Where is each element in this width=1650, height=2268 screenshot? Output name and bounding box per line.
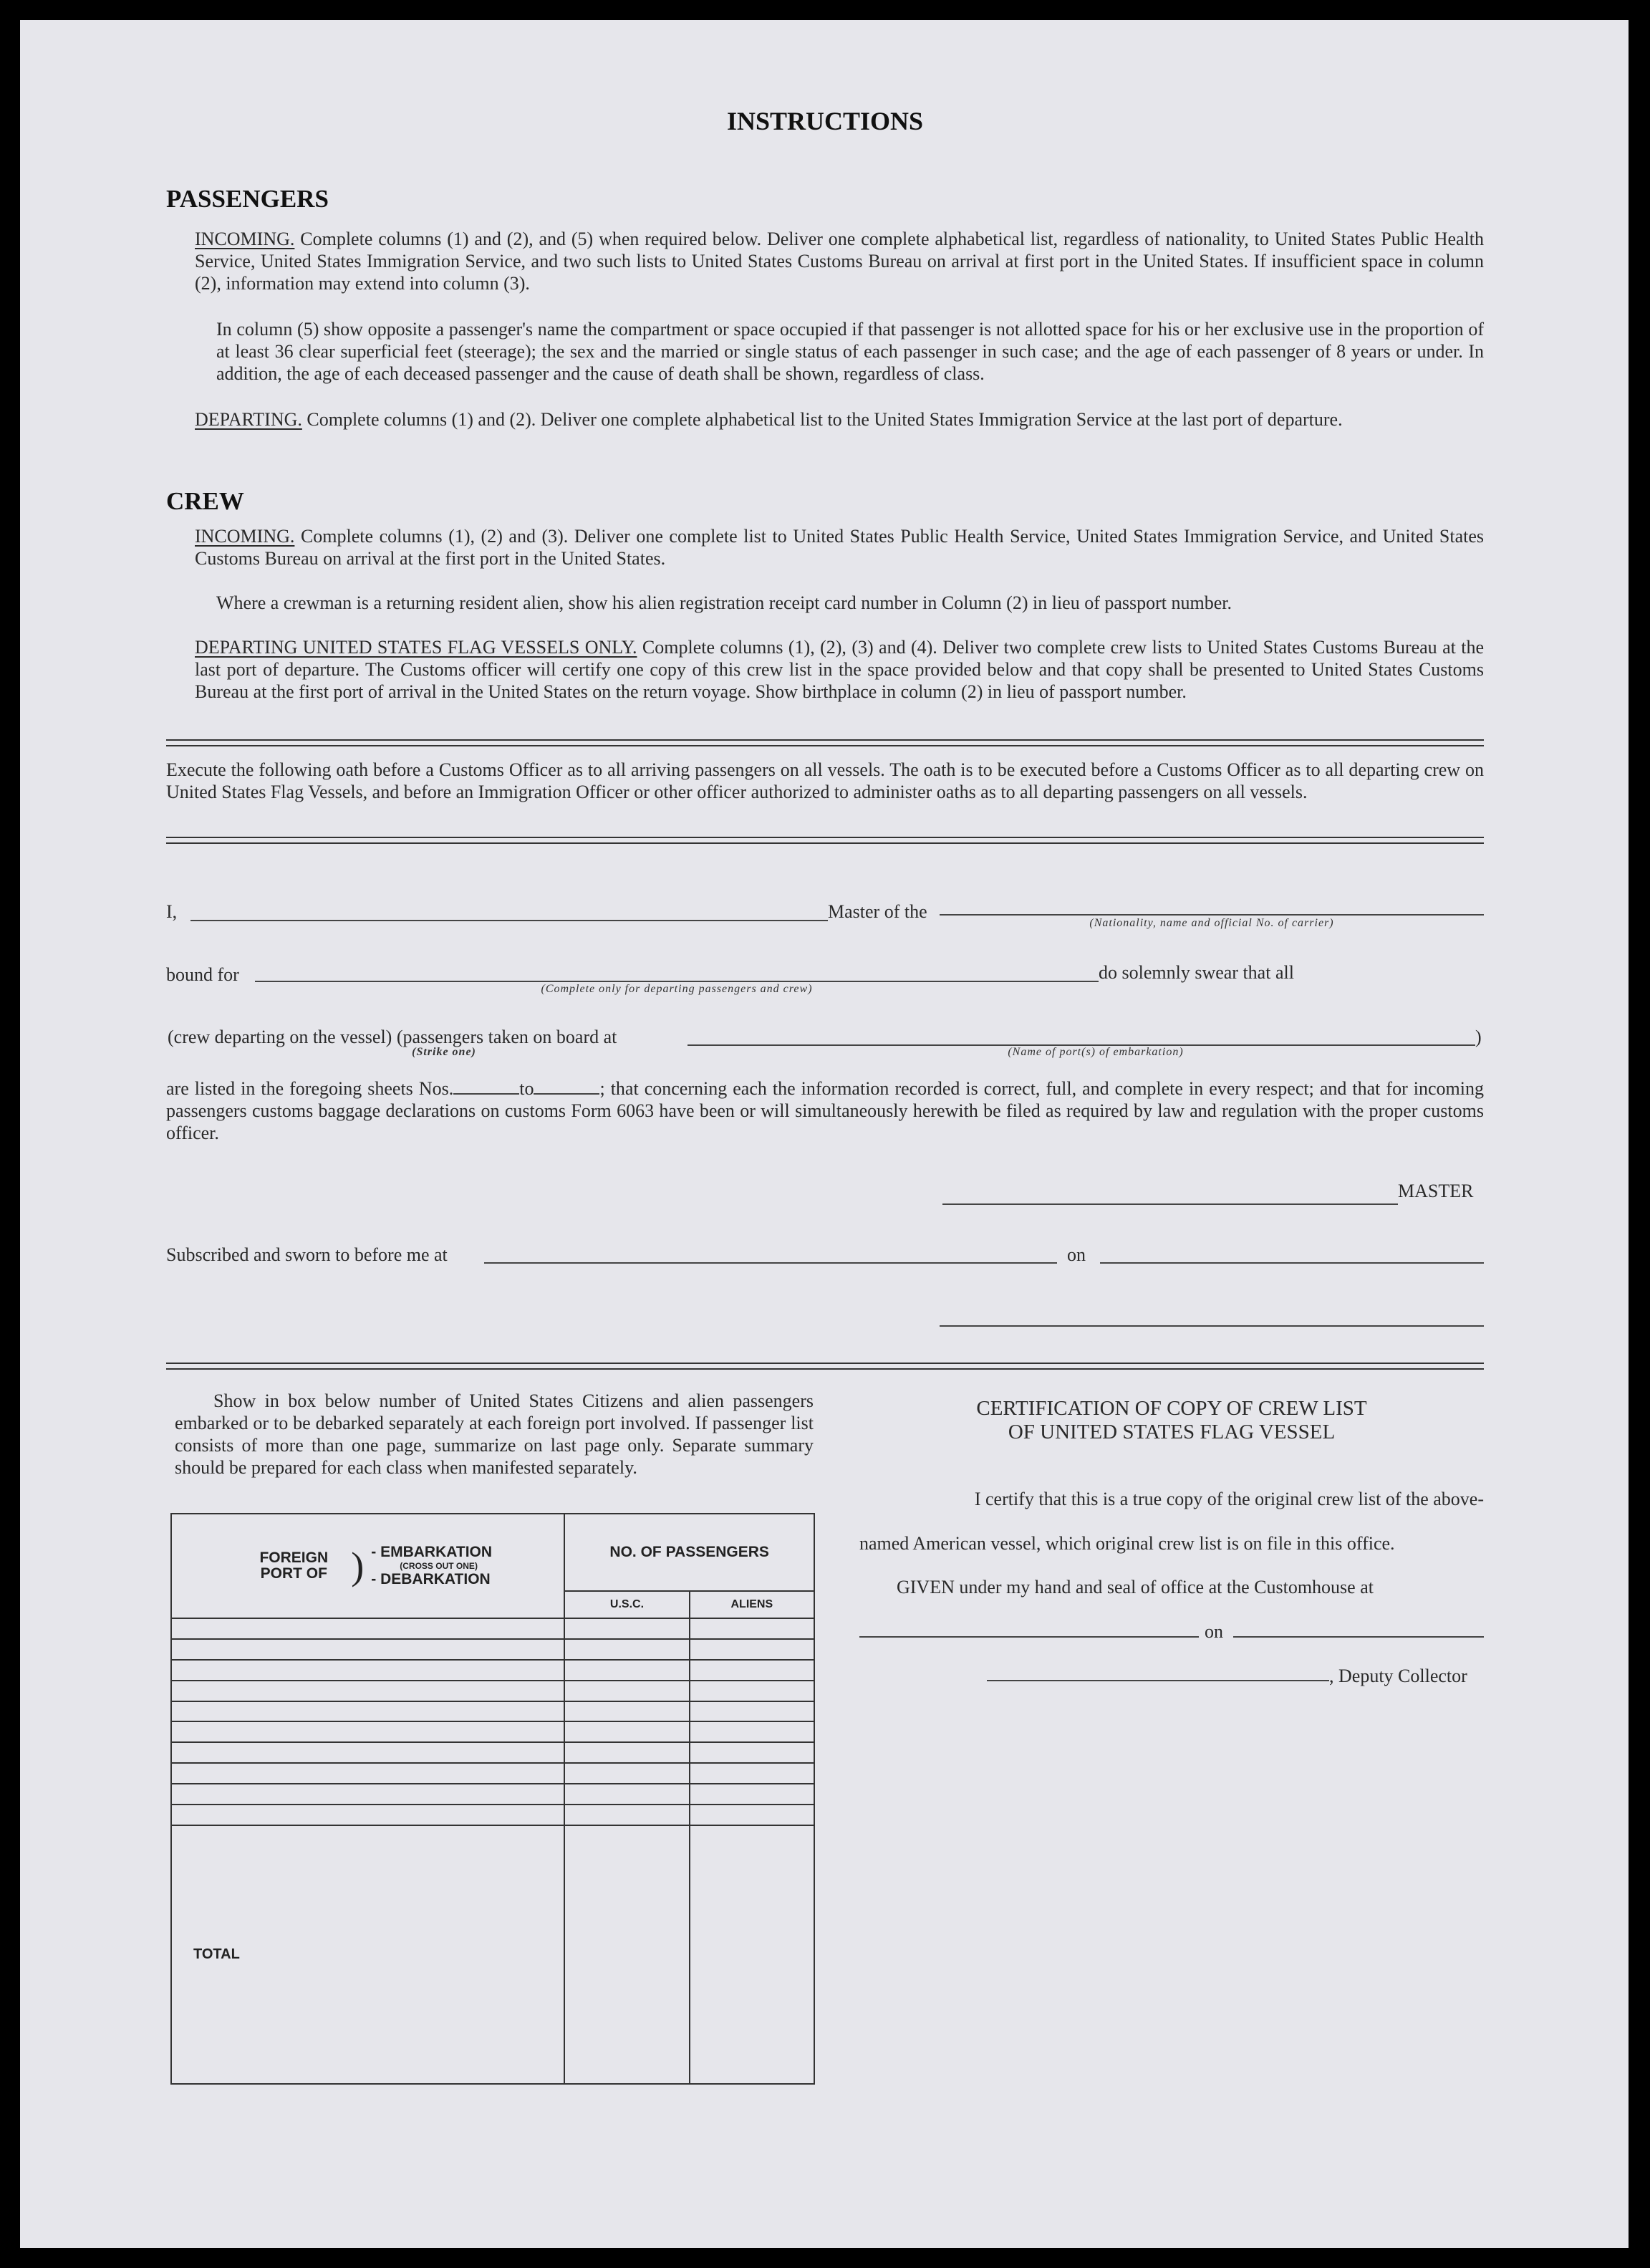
table-row[interactable] — [171, 1660, 814, 1681]
total-label: TOTAL — [171, 1825, 564, 2084]
close-paren: ) — [1475, 1027, 1482, 1047]
crew-departing-paragraph — [195, 636, 1484, 703]
sheets-label: are listed in the foregoing sheets Nos. — [166, 1078, 454, 1099]
sworn-on-label: on — [1067, 1244, 1086, 1265]
sheet-to-field[interactable] — [534, 1079, 599, 1095]
passengers-incoming-paragraph — [195, 228, 1484, 294]
listed-paragraph — [166, 1077, 1484, 1144]
carrier-field[interactable] — [940, 914, 1484, 916]
table-row[interactable] — [171, 1721, 814, 1742]
embarkation-label: - EMBARKATION — [371, 1544, 493, 1560]
passengers-departing-label: DEPARTING. — [195, 409, 302, 430]
divider-rule — [166, 739, 1484, 741]
deputy-signature-field[interactable] — [987, 1680, 1329, 1681]
master-signature-field[interactable] — [942, 1203, 1398, 1205]
subscribed-label: Subscribed and sworn to before me at — [166, 1244, 448, 1265]
certification-heading-1: CERTIFICATION OF COPY OF CREW LIST — [976, 1397, 1367, 1420]
sheets-to-label: to — [519, 1078, 534, 1099]
oath-instructions: Execute the following oath before a Customs Officer as to all arriving passengers on all vessels. The oath is to be executed before a Customs Officer as to all departing crew on United States Flag Vessels, and before an Immigration Officer or other officer authorized to administer oaths as to all departing passengers on all vessels. — [166, 759, 1484, 802]
certify-line-1: I certify that this is a true copy of the original crew list of the above- — [974, 1489, 1484, 1509]
crew-departing-label: DEPARTING UNITED STATES FLAG VESSELS ONLY. — [195, 637, 637, 658]
certification-heading — [859, 1397, 1484, 1444]
bound-for-label: bound for — [166, 964, 239, 985]
crew-incoming-label: INCOMING. — [195, 526, 295, 547]
passengers-departing-paragraph — [195, 408, 1484, 431]
sworn-place-field[interactable] — [484, 1262, 1057, 1264]
strike-one-caption: (Strike one) — [412, 1046, 476, 1058]
no-of-passengers-header: NO. OF PASSENGERS — [564, 1514, 814, 1591]
carrier-caption: (Nationality, name and official No. of carrier) — [1089, 917, 1334, 929]
certify-date-field[interactable] — [1233, 1636, 1484, 1638]
table-row[interactable] — [171, 1742, 814, 1763]
usc-header: U.S.C. — [564, 1591, 689, 1618]
passengers-departing-text: Complete columns (1) and (2). Deliver one complete alphabetical list to the United States Immigration Service at the last port of departure. — [307, 409, 1343, 430]
aliens-header: ALIENS — [690, 1591, 814, 1618]
page-title: INSTRUCTIONS — [726, 107, 924, 135]
certify-line-2: named American vessel, which original crew list is on file in this office. — [859, 1533, 1395, 1554]
table-row[interactable] — [171, 1805, 814, 1825]
deputy-collector-label: , Deputy Collector — [1329, 1666, 1467, 1686]
table-row[interactable] — [171, 1639, 814, 1660]
listed-text: ; that concerning each the information recorded is correct, full, and complete in every respect; and that for incoming passengers customs baggage declarations on customs Form 6063 have been or will simultaneously herewith be filed as required by law and regulation with the proper customs officer. — [166, 1078, 1484, 1143]
certify-on-label: on — [1205, 1621, 1223, 1642]
table-row[interactable] — [171, 1701, 814, 1722]
divider-rule — [166, 837, 1484, 838]
crew-resident-paragraph: Where a crewman is a returning resident alien, show his alien registration receipt card number in Column (2) in lieu of passport number. — [216, 592, 1232, 613]
divider-rule — [166, 745, 1484, 746]
divider-rule — [166, 1368, 1484, 1370]
cross-out-label: (CROSS OUT ONE) — [400, 1561, 478, 1571]
solemnly-swear-label: do solemnly swear that all — [1099, 962, 1294, 983]
master-of-the-label: Master of the — [828, 901, 927, 922]
strike-one-text: (crew departing on the vessel) (passengers taken on board at — [168, 1027, 617, 1047]
departing-caption: (Complete only for departing passengers and crew) — [541, 983, 813, 995]
sheet-from-field[interactable] — [453, 1079, 519, 1095]
passengers-incoming-label: INCOMING. — [195, 229, 295, 249]
table-row[interactable] — [171, 1763, 814, 1784]
sworn-date-field[interactable] — [1100, 1262, 1484, 1264]
brace-glyph: ) — [351, 1544, 365, 1587]
officer-signature-field[interactable] — [940, 1325, 1484, 1327]
table-row[interactable] — [171, 1784, 814, 1805]
foreign-port-of-label: FOREIGN PORT OF — [259, 1549, 329, 1582]
table-row[interactable] — [171, 1681, 814, 1701]
bound-for-field[interactable] — [255, 981, 1099, 982]
master-label: MASTER — [1398, 1181, 1474, 1201]
port-header-cell — [171, 1514, 564, 1618]
crew-departing-text: Complete columns (1), (2), (3) and (4). Deliver two complete crew lists to United States Customs Bureau at the last port of departure. The Customs officer will certify one copy of this crew list in the space provided below and that copy shall be presented to United States Customs Bureau at the first port of arrival in the United States on the return voyage. Show birthplace in column (2) in lieu of passport number. — [195, 637, 1485, 702]
certify-line-3: GIVEN under my hand and seal of office at the Customhouse at — [897, 1577, 1374, 1597]
table-header-row — [171, 1514, 814, 1591]
certification-heading-2: OF UNITED STATES FLAG VESSEL — [1008, 1421, 1336, 1443]
customhouse-field[interactable] — [859, 1636, 1199, 1638]
crew-heading: CREW — [166, 487, 244, 515]
crew-incoming-text: Complete columns (1), (2) and (3). Deliver one complete list to United States Public Health Service, United States Immigration Service, and United States Customs Bureau on arrival at the first port in the United States. — [195, 526, 1485, 569]
passengers-heading: PASSENGERS — [166, 185, 329, 213]
master-name-field[interactable] — [190, 920, 828, 921]
passenger-summary-table — [170, 1513, 815, 2085]
embarkation-caption: (Name of port(s) of embarkation) — [1008, 1046, 1184, 1058]
passengers-column5-paragraph: In column (5) show opposite a passenger's name the compartment or space occupied if that passenger is not allotted space for his or her exclusive use in the proportion of at least 36 clear superficial feet (steerage); the sex and the married or single status of each passenger in such case; and the age of each passenger of 8 years or under. In addition, the age of each deceased passenger and the cause of death shall be shown, regardless of class. — [216, 319, 1484, 384]
debarkation-label: - DEBARKATION — [371, 1571, 491, 1587]
passengers-incoming-text: Complete columns (1) and (2), and (5) when required below. Deliver one complete alphabetical list, regardless of nationality, to United States Public Health Service, United States Immigration Service, and two such lists to United States Customs Bureau on arrival at first port in the United States. If insufficient space in column (2), information may extend into column (3). — [195, 229, 1484, 294]
divider-rule — [166, 842, 1484, 844]
crew-incoming-paragraph — [195, 525, 1484, 570]
table-row[interactable] — [171, 1618, 814, 1639]
divider-rule — [166, 1363, 1484, 1364]
summary-instructions: Show in box below number of United States Citizens and alien passengers embarked or to be debarked separately at each foreign port involved. If passenger list consists of more than one page, summarize on last page only. Separate summary should be prepared for each class when manifested separately. — [175, 1390, 814, 1478]
total-row[interactable] — [171, 1825, 814, 2084]
oath-i-label: I, — [166, 901, 178, 922]
